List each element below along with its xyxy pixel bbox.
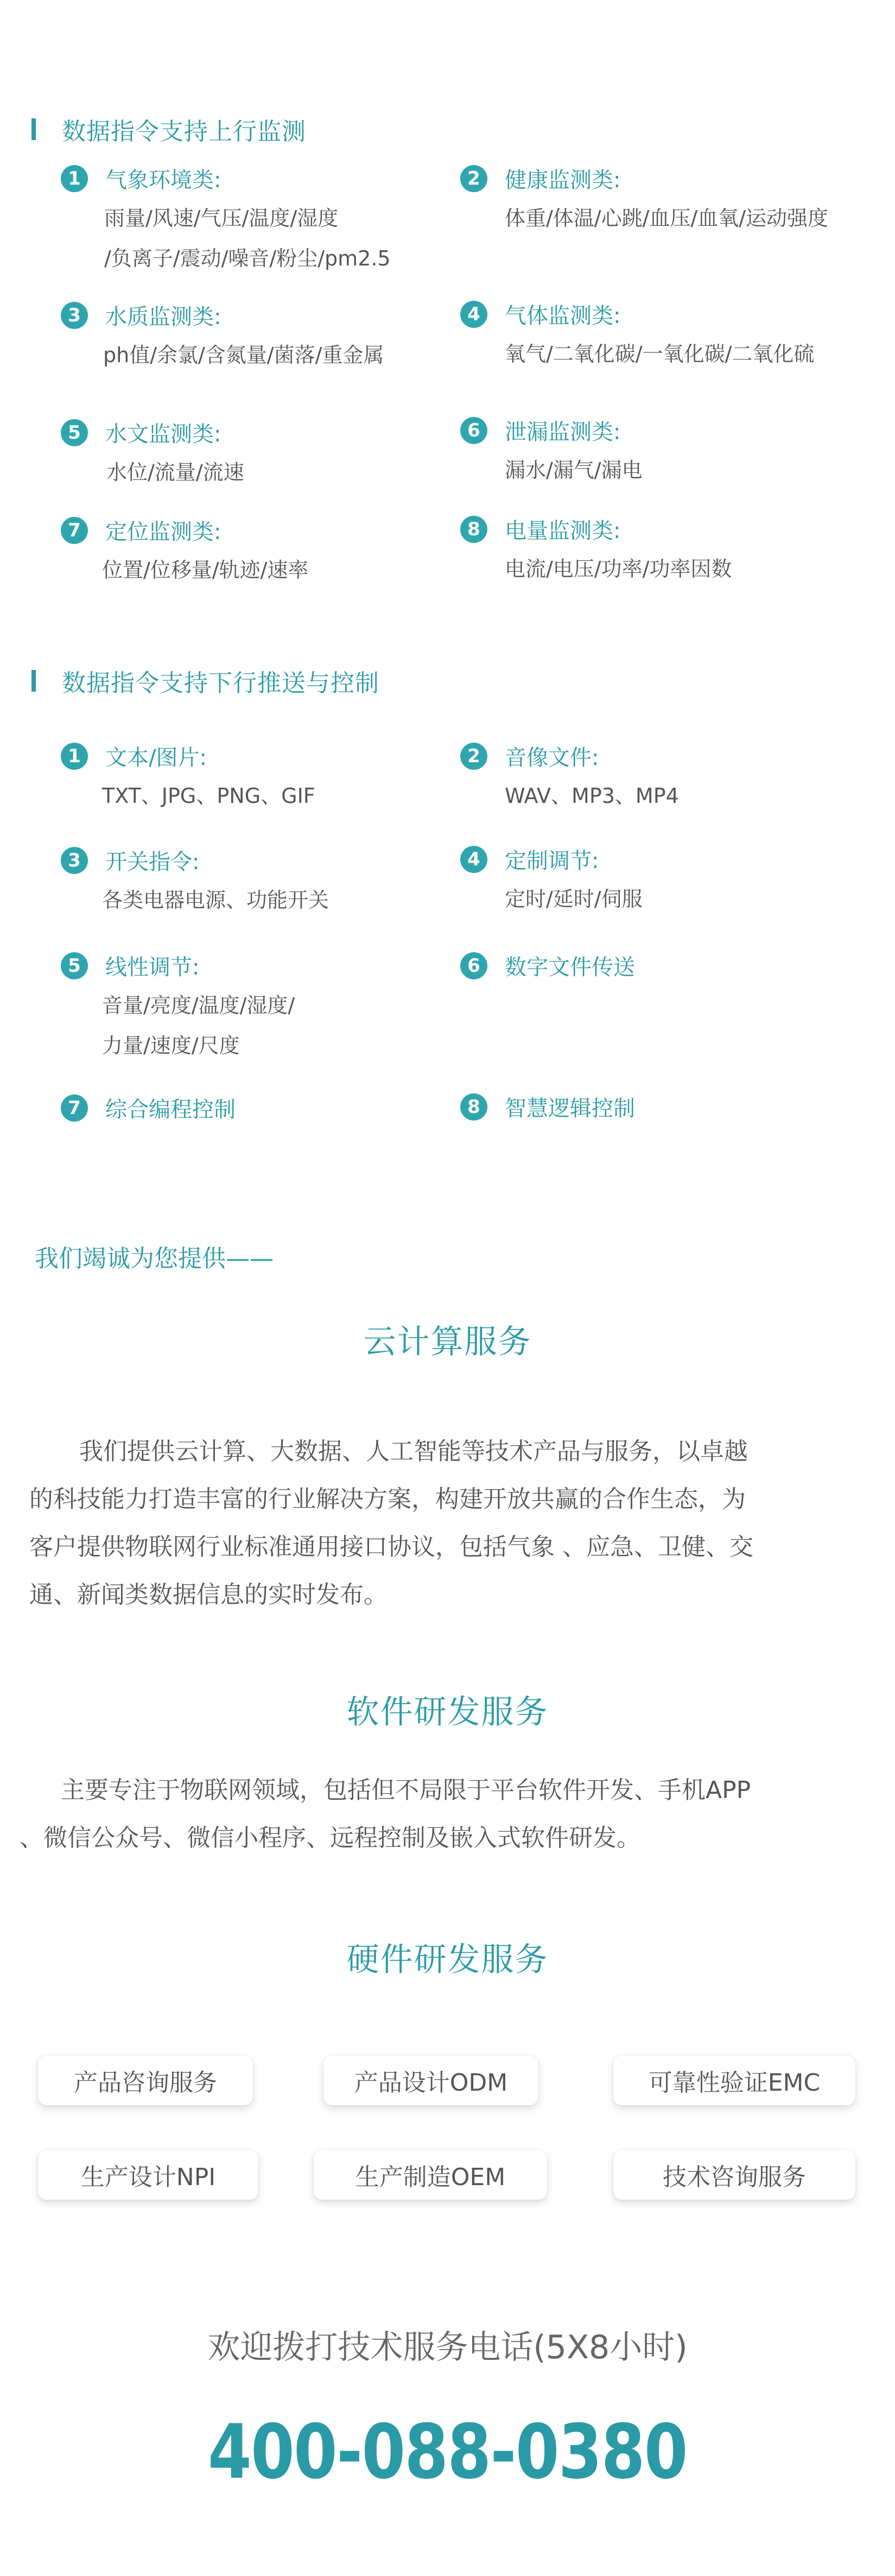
downstream-item-3 [61, 845, 329, 920]
offer-heading: 我们竭诚为您提供—— [35, 1245, 274, 1273]
number-badge-icon: 4 [460, 846, 487, 873]
product-design-odm-button[interactable]: 产品设计ODM [323, 2055, 538, 2105]
paragraph-line: 客户提供物联网行业标准通用接口协议，包括气象 、应急、卫健、交 [29, 1533, 753, 1561]
hotline-phone-number[interactable]: 400-088-0380 [208, 2408, 687, 2496]
downstream-item-5 [61, 950, 295, 1066]
hardware-service-title: 硬件研发服务 [346, 1941, 549, 1979]
downstream-item-8 [460, 1091, 635, 1122]
item-desc: 各类电器电源、功能开关 [102, 888, 329, 912]
item-title: 智慧逻辑控制 [505, 1096, 635, 1121]
upstream-section-title [31, 112, 306, 147]
upstream-item-8 [460, 514, 732, 589]
item-title: 电量监测类: [505, 518, 621, 543]
number-badge-icon: 5 [61, 952, 88, 979]
hotline-label: 欢迎拨打技术服务电话(5X8小时) [207, 2328, 688, 2366]
upstream-item-7 [61, 515, 308, 590]
cloud-service-paragraph [29, 1428, 753, 1619]
item-desc: 漏水/漏气/漏电 [505, 458, 643, 482]
number-badge-icon: 8 [460, 1093, 487, 1121]
item-title: 定制调节: [505, 849, 599, 874]
downstream-title-text: 数据指令支持下行推送与控制 [62, 669, 379, 697]
product-consulting-button[interactable]: 产品咨询服务 [38, 2055, 253, 2105]
item-desc: 水位/流量/流速 [106, 460, 244, 484]
software-service-title: 软件研发服务 [346, 1693, 549, 1731]
upstream-item-1 [61, 163, 391, 279]
paragraph-line: 通、新闻类数据信息的实时发布。 [29, 1581, 388, 1609]
number-badge-icon: 3 [61, 847, 88, 874]
downstream-item-2 [460, 740, 679, 816]
number-badge-icon: 2 [460, 743, 487, 770]
number-badge-icon: 6 [460, 417, 487, 444]
item-desc: 电流/电压/功率/功率因数 [505, 557, 732, 581]
upstream-item-4 [460, 299, 814, 374]
number-badge-icon: 4 [460, 301, 487, 328]
item-title: 开关指令: [105, 850, 200, 875]
item-title: 数字文件传送 [505, 955, 635, 980]
paragraph-line: 我们提供云计算、大数据、人工智能等技术产品与服务，以卓越 [79, 1438, 748, 1465]
downstream-section-title [31, 663, 379, 698]
production-design-npi-button[interactable]: 生产设计NPI [38, 2150, 258, 2200]
upstream-title-text: 数据指令支持上行监测 [62, 118, 306, 145]
reliability-emc-button[interactable]: 可靠性验证EMC [613, 2055, 855, 2105]
production-oem-button[interactable]: 生产制造OEM [314, 2150, 547, 2200]
number-badge-icon: 1 [61, 743, 88, 770]
number-badge-icon: 5 [61, 419, 88, 446]
software-service-paragraph [20, 1767, 751, 1862]
downstream-item-7 [61, 1092, 236, 1123]
downstream-item-6 [460, 950, 635, 981]
item-title: 线性调节: [105, 955, 200, 980]
item-title: 水质监测类: [105, 305, 221, 330]
downstream-item-4 [460, 844, 643, 919]
item-title: 气体监测类: [505, 303, 621, 328]
item-title: 文本/图片: [105, 745, 207, 770]
number-badge-icon: 8 [460, 516, 487, 543]
downstream-item-1 [61, 740, 315, 816]
item-desc: 体重/体温/心跳/血压/血氧/运动强度 [505, 206, 829, 230]
item-desc: ph值/余氯/含氮量/菌落/重金属 [103, 343, 384, 367]
upstream-item-2 [460, 163, 828, 238]
upstream-item-6 [460, 415, 643, 490]
item-desc: 雨量/风速/气压/温度/湿度 [104, 206, 339, 230]
item-title: 气象环境类: [105, 168, 221, 193]
number-badge-icon: 7 [61, 1094, 88, 1122]
cloud-service-title: 云计算服务 [363, 1323, 532, 1361]
item-title: 泄漏监测类: [505, 420, 621, 445]
item-desc: TXT、JPG、PNG、GIF [102, 784, 315, 808]
paragraph-line: 主要专注于物联网领域，包括但不局限于平台软件开发、手机APP [61, 1776, 751, 1804]
item-desc: 音量/亮度/温度/湿度/ [102, 993, 295, 1017]
section-bar-decoration [31, 118, 36, 140]
item-title: 健康监测类: [505, 168, 621, 193]
number-badge-icon: 3 [61, 302, 88, 329]
number-badge-icon: 2 [460, 165, 487, 192]
number-badge-icon: 1 [61, 165, 88, 192]
item-desc: /负离子/震动/噪音/粉尘/pm2.5 [104, 246, 391, 270]
section-bar-decoration [31, 670, 36, 692]
item-desc: 氧气/二氧化碳/一氧化碳/二氧化硫 [505, 342, 815, 366]
paragraph-line: 、微信公众号、微信小程序、远程控制及嵌入式软件研发。 [20, 1824, 640, 1852]
number-badge-icon: 6 [460, 952, 487, 979]
paragraph-line: 的科技能力打造丰富的行业解决方案，构建开放共赢的合作生态，为 [29, 1485, 746, 1513]
item-desc: WAV、MP3、MP4 [505, 784, 679, 808]
item-desc: 力量/速度/尺度 [102, 1034, 240, 1058]
item-desc: 位置/位移量/轨迹/速率 [102, 558, 309, 582]
item-title: 定位监测类: [105, 520, 221, 545]
item-title: 综合编程控制 [105, 1097, 236, 1122]
item-desc: 定时/延时/伺服 [505, 887, 643, 911]
item-title: 音像文件: [505, 745, 599, 770]
upstream-item-3 [61, 300, 384, 375]
upstream-item-5 [61, 417, 244, 492]
tech-consulting-button[interactable]: 技术咨询服务 [613, 2150, 855, 2200]
number-badge-icon: 7 [61, 517, 88, 544]
item-title: 水文监测类: [105, 422, 221, 447]
